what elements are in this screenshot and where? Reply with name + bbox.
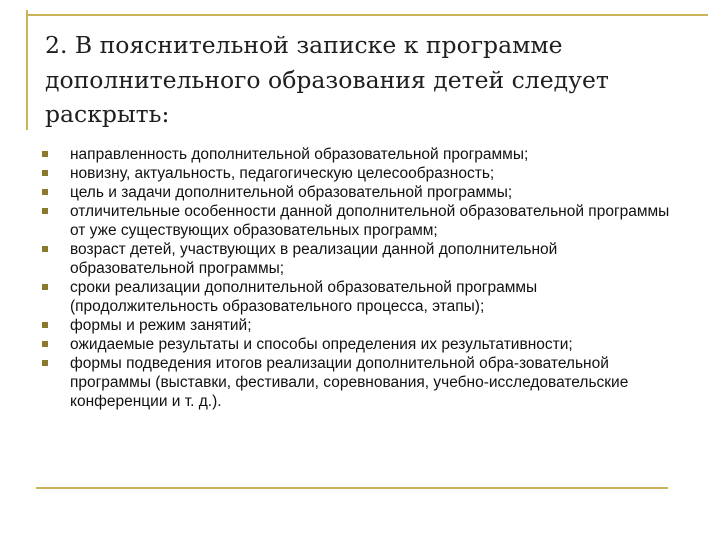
list-item <box>42 240 682 278</box>
square-bullet-icon <box>42 284 48 290</box>
list-item-text: новизну, актуальность, педагогическую целесообразность; <box>70 165 495 182</box>
square-bullet-icon <box>42 151 48 157</box>
list-item-text: формы и режим занятий; <box>70 317 252 334</box>
list-item <box>42 316 682 335</box>
decor-vertical-line <box>26 10 28 130</box>
list-item-text: цель и задачи дополнительной образовательной программы; <box>70 184 513 201</box>
list-item-text: направленность дополнительной образовательной программы; <box>70 146 529 163</box>
list-item <box>42 164 682 183</box>
square-bullet-icon <box>42 360 48 366</box>
list-item-text: возраст детей, участвующих в реализации данной дополнительной образовательной программы; <box>70 241 558 277</box>
square-bullet-icon <box>42 208 48 214</box>
list-item <box>42 202 682 240</box>
decor-bottom-line <box>36 487 668 489</box>
list-item <box>42 278 682 316</box>
square-bullet-icon <box>42 322 48 328</box>
list-item-text: ожидаемые результаты и способы определения их результативности; <box>70 336 573 353</box>
square-bullet-icon <box>42 341 48 347</box>
decor-top-line <box>26 14 708 16</box>
list-item-text: сроки реализации дополнительной образовательной программы (продолжительность образовательного процесса, этапы); <box>70 279 538 315</box>
square-bullet-icon <box>42 246 48 252</box>
list-item <box>42 354 682 411</box>
list-item-text: отличительные особенности данной дополнительной образовательной программы от уже существующих образовательных программ; <box>70 203 670 239</box>
square-bullet-icon <box>42 170 48 176</box>
list-item <box>42 183 682 202</box>
list-item-text: формы подведения итогов реализации дополнительной обра-зовательной программы (выставки, фестивали, соревнования, учебно-исследовательские конференции и т. д.). <box>70 355 629 410</box>
bullet-list <box>42 145 682 411</box>
list-item <box>42 335 682 354</box>
square-bullet-icon <box>42 189 48 195</box>
list-item <box>42 145 682 164</box>
slide-title: 2. В пояснительной записке к программе дополнительного образования детей следует раскрыть: <box>45 31 609 128</box>
